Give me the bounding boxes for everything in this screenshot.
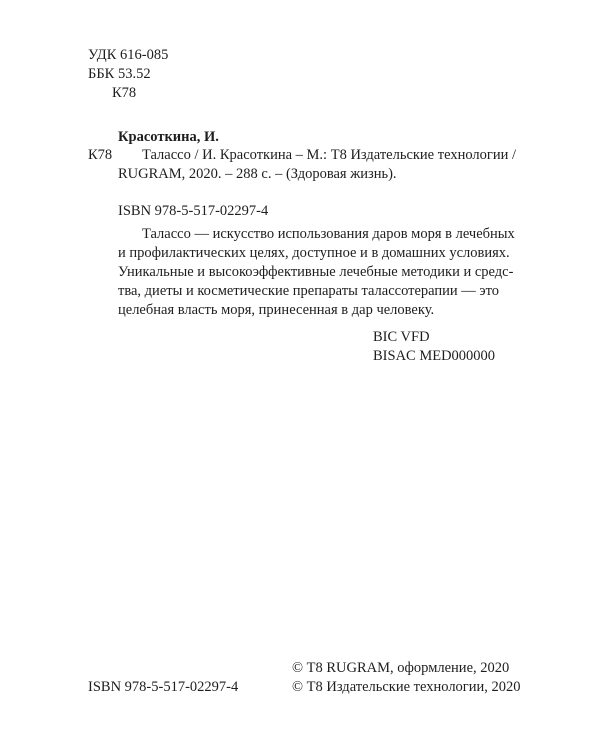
bic-code: BIC VFD <box>373 329 430 345</box>
bibliographic-description <box>118 146 516 184</box>
bisac-code: BISAC MED000000 <box>373 348 496 364</box>
description-line: Талассо / И. Красоткина – М.: Т8 Издательские технологии / <box>142 147 516 163</box>
udk-code: УДК 616-085 <box>88 47 169 63</box>
isbn-main: ISBN 978-5-517-02297-4 <box>118 203 269 219</box>
author-heading: Красоткина, И. <box>118 129 219 145</box>
isbn-footer: ISBN 978-5-517-02297-4 <box>88 679 239 695</box>
abstract-line: Талассо — искусство использования даров моря в лечебных <box>142 226 515 242</box>
abstract-line: тва, диеты и косметические препараты талассотерапии — это <box>118 283 500 299</box>
copyright-line: © Т8 RUGRAM, оформление, 2020 <box>292 660 510 676</box>
author-mark-side: К78 <box>88 147 113 163</box>
copyright-block <box>292 659 521 697</box>
abstract-line: Уникальные и высокоэффективные лечебные методики и средс- <box>118 264 514 280</box>
subject-classification <box>373 328 495 366</box>
copyright-line: © Т8 Издательские технологии, 2020 <box>292 679 521 695</box>
bbk-code: ББК 53.52 <box>88 66 151 82</box>
description-line: RUGRAM, 2020. – 288 с. – (Здоровая жизнь). <box>118 166 397 182</box>
abstract <box>118 225 515 320</box>
abstract-line: и профилактических целях, доступное и в домашних условиях. <box>118 245 510 261</box>
classification-codes <box>88 46 168 103</box>
abstract-line: целебная власть моря, принесенная в дар человеку. <box>118 302 435 318</box>
author-mark-code: К78 <box>112 85 137 101</box>
